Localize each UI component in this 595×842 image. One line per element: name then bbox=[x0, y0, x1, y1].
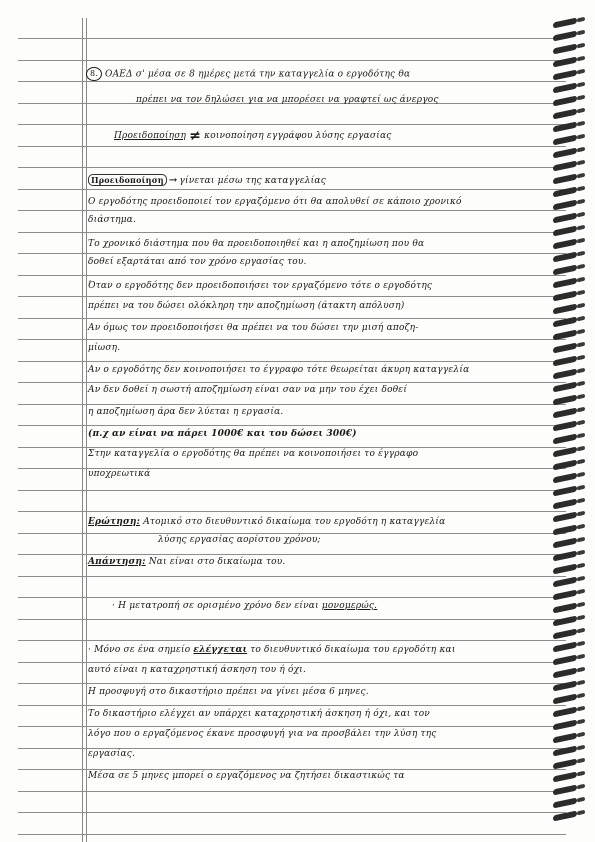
ruled-line bbox=[18, 318, 566, 319]
binding-ring bbox=[553, 810, 577, 821]
binding-ring bbox=[553, 420, 577, 431]
note-line-26: Το δικαστήριο ελέγχει αν υπάρχει καταχρηστική άσκηση ή όχι, και τον bbox=[88, 709, 430, 719]
binding-ring bbox=[553, 17, 577, 28]
binding-ring bbox=[553, 251, 577, 262]
margin-line bbox=[82, 18, 83, 842]
answer-line: Απάντηση: Ναι είναι στο δικαίωμα του. bbox=[88, 557, 286, 567]
binding-ring bbox=[553, 238, 577, 249]
note-line-18: υποχρεωτικά bbox=[88, 469, 151, 479]
binding-ring bbox=[553, 355, 577, 366]
note-line-16: (π.χ αν είναι να πάρει 1000€ και του δώσει 300€) bbox=[88, 429, 357, 439]
note-line-5: Ο εργοδότης προειδοποιεί τον εργαζόμενο ότι θα απολυθεί σε κάποιο χρονικό bbox=[88, 197, 462, 207]
binding-ring bbox=[553, 680, 577, 691]
binding-ring bbox=[553, 316, 577, 327]
answer-label: Απάντηση: bbox=[88, 557, 146, 567]
binding-ring bbox=[553, 511, 577, 522]
note-line-22: · Η μετατροπή σε ορισμένο χρόνο δεν είναι μονομερώς. bbox=[112, 601, 378, 611]
binding-ring bbox=[553, 797, 577, 808]
binding-ring bbox=[553, 732, 577, 743]
binding-ring bbox=[553, 186, 577, 197]
binding-ring bbox=[553, 342, 577, 353]
binding-ring bbox=[553, 693, 577, 704]
note-line-4: Προειδοποίηση → γίνεται μέσω της καταγγελίας bbox=[88, 174, 326, 187]
note-line-7: Το χρονικό διάστημα που θα προειδοποιηθεί και η αποζημίωση που θα bbox=[88, 239, 425, 249]
binding-ring bbox=[553, 459, 577, 470]
ruled-line bbox=[18, 124, 566, 125]
binding-ring bbox=[553, 446, 577, 457]
note-line-13: Αν ο εργοδότης δεν κοινοποιήσει το έγγραφο τότε θεωρείται άκυρη καταγγελία bbox=[88, 365, 470, 375]
item-number-badge: 8. bbox=[86, 67, 102, 81]
binding-ring bbox=[553, 329, 577, 340]
ruled-line bbox=[18, 791, 566, 792]
note-line-28: εργασίας. bbox=[88, 749, 136, 759]
binding-ring bbox=[553, 225, 577, 236]
binding-ring bbox=[553, 563, 577, 574]
note-line-15: η αποζημίωση άρα δεν λύεται η εργασία. bbox=[88, 407, 284, 417]
binding-ring bbox=[553, 381, 577, 392]
note-line-10: πρέπει να του δώσει ολόκληρη την αποζημίωση (άτακτη απόλυση) bbox=[88, 301, 405, 311]
binding-ring bbox=[553, 628, 577, 639]
binding-ring bbox=[553, 290, 577, 301]
binding-ring bbox=[553, 524, 577, 535]
ruled-line bbox=[18, 404, 566, 405]
note-line-1: 8. ΟΑΕΔ σ' μέσα σε 8 ημέρες μετά την καταγγελία ο εργοδότης θα bbox=[86, 67, 410, 81]
note-line-29: Μέσα σε 5 μηνες μπορεί ο εργαζόμενος να ζητήσει δικαστικώς τα bbox=[88, 771, 405, 781]
ruled-line bbox=[18, 189, 566, 190]
question-line: Ερώτηση: Ατομικό στο διευθυντικό δικαίωμα του εργοδότη η καταγγελία bbox=[88, 517, 446, 527]
note-line-25: Η προσφυγή στο δικαστήριο πρέπει να γίνει μέσα 6 μηνες. bbox=[88, 687, 369, 697]
binding-ring bbox=[553, 550, 577, 561]
binding-ring bbox=[553, 134, 577, 145]
binding-ring bbox=[553, 95, 577, 106]
ruled-line bbox=[18, 662, 566, 663]
binding-ring bbox=[553, 706, 577, 717]
binding-ring bbox=[553, 602, 577, 613]
note-line-2: πρέπει να τον δηλώσει για να μπορέσει να γραφτεί ως άνεργος bbox=[136, 95, 439, 105]
binding-ring bbox=[553, 108, 577, 119]
binding-ring bbox=[553, 394, 577, 405]
note-line-24: αυτό είναι η καταχρηστική άσκηση του ή όχι. bbox=[88, 665, 307, 675]
binding-ring bbox=[553, 212, 577, 223]
ruled-line bbox=[18, 382, 566, 383]
note-line-27: λόγο που ο εργαζόμενος έκανε προσφυγή για να προσβάλει την λύση της bbox=[88, 729, 437, 739]
binding-ring bbox=[553, 771, 577, 782]
binding-ring bbox=[553, 82, 577, 93]
ruled-line bbox=[18, 490, 566, 491]
not-equal-symbol: ≠ bbox=[189, 128, 202, 144]
ruled-line bbox=[18, 619, 566, 620]
margin-line-inner bbox=[86, 18, 87, 842]
binding-ring bbox=[553, 43, 577, 54]
question-line-2: λύσης εργασίας αορίστου χρόνου; bbox=[158, 535, 321, 545]
binding-ring bbox=[553, 485, 577, 496]
binding-ring bbox=[553, 199, 577, 210]
binding-ring bbox=[553, 472, 577, 483]
ruled-line bbox=[18, 640, 566, 641]
ruled-line bbox=[18, 38, 566, 39]
binding-ring bbox=[553, 498, 577, 509]
ruled-line bbox=[18, 232, 566, 233]
binding-ring bbox=[553, 160, 577, 171]
ruled-line bbox=[18, 275, 566, 276]
binding-ring bbox=[553, 69, 577, 80]
binding-ring bbox=[553, 667, 577, 678]
binding-ring bbox=[553, 407, 577, 418]
ruled-line bbox=[18, 81, 566, 82]
ruled-line bbox=[18, 253, 566, 254]
ruled-line bbox=[18, 576, 566, 577]
note-line-14: Αν δεν δοθεί η σωστή αποζημίωση είναι σαν να μην του έχει δοθεί bbox=[88, 385, 408, 395]
binding-ring bbox=[553, 30, 577, 41]
ruled-line bbox=[18, 726, 566, 727]
binding-ring bbox=[553, 745, 577, 756]
arrow-icon: → bbox=[168, 175, 178, 186]
binding-ring bbox=[553, 56, 577, 67]
binding-ring bbox=[553, 784, 577, 795]
ruled-line bbox=[18, 60, 566, 61]
binding-ring bbox=[553, 641, 577, 652]
ruled-line bbox=[18, 210, 566, 211]
binding-ring bbox=[553, 615, 577, 626]
ruled-line bbox=[18, 361, 566, 362]
question-label: Ερώτηση: bbox=[88, 517, 141, 527]
binding-ring bbox=[553, 576, 577, 587]
note-line-8: δοθεί εξαρτάται από τον χρόνο εργασίας του. bbox=[88, 257, 307, 267]
binding-ring bbox=[553, 303, 577, 314]
ruled-line bbox=[18, 167, 566, 168]
binding-ring bbox=[553, 173, 577, 184]
binding-ring bbox=[553, 537, 577, 548]
heading-box: Προειδοποίηση bbox=[88, 174, 167, 186]
note-line-11: Αν όμως τον προειδοποιήσει θα πρέπει να του δώσει την μισή αποζη- bbox=[88, 323, 419, 333]
ruled-line bbox=[18, 339, 566, 340]
binding-ring bbox=[553, 433, 577, 444]
binding-ring bbox=[553, 147, 577, 158]
binding-ring bbox=[553, 758, 577, 769]
binding-ring bbox=[553, 264, 577, 275]
ruled-line bbox=[18, 812, 566, 813]
note-line-3: Προειδοποίηση ≠ κοινοποίηση εγγράφου λύσης εργασίας bbox=[114, 128, 392, 144]
note-line-6: διάστημα. bbox=[88, 215, 137, 225]
ruled-line bbox=[18, 597, 566, 598]
ruled-line bbox=[18, 705, 566, 706]
binding-ring bbox=[553, 589, 577, 600]
ruled-line bbox=[18, 511, 566, 512]
ruled-line bbox=[18, 834, 566, 835]
ruled-line bbox=[18, 296, 566, 297]
note-line-17: Στην καταγγελία ο εργοδότης θα πρέπει να κοινοποιήσει το έγγραφο bbox=[88, 449, 419, 459]
ruled-line bbox=[18, 425, 566, 426]
note-line-9: Όταν ο εργοδότης δεν προειδοποιήσει τον εργαζόμενο τότε ο εργοδότης bbox=[88, 281, 433, 291]
binding-ring bbox=[553, 121, 577, 132]
spiral-binding bbox=[553, 20, 587, 830]
ruled-line bbox=[18, 554, 566, 555]
binding-ring bbox=[553, 654, 577, 665]
binding-ring bbox=[553, 277, 577, 288]
binding-ring bbox=[553, 719, 577, 730]
note-line-23: · Μόνο σε ένα σημείο ελέγχεται το διευθυντικό δικαίωμα του εργοδότη και bbox=[88, 645, 456, 655]
ruled-line bbox=[18, 683, 566, 684]
binding-ring bbox=[553, 368, 577, 379]
ruled-line bbox=[18, 146, 566, 147]
note-line-12: μίωση. bbox=[88, 343, 121, 353]
